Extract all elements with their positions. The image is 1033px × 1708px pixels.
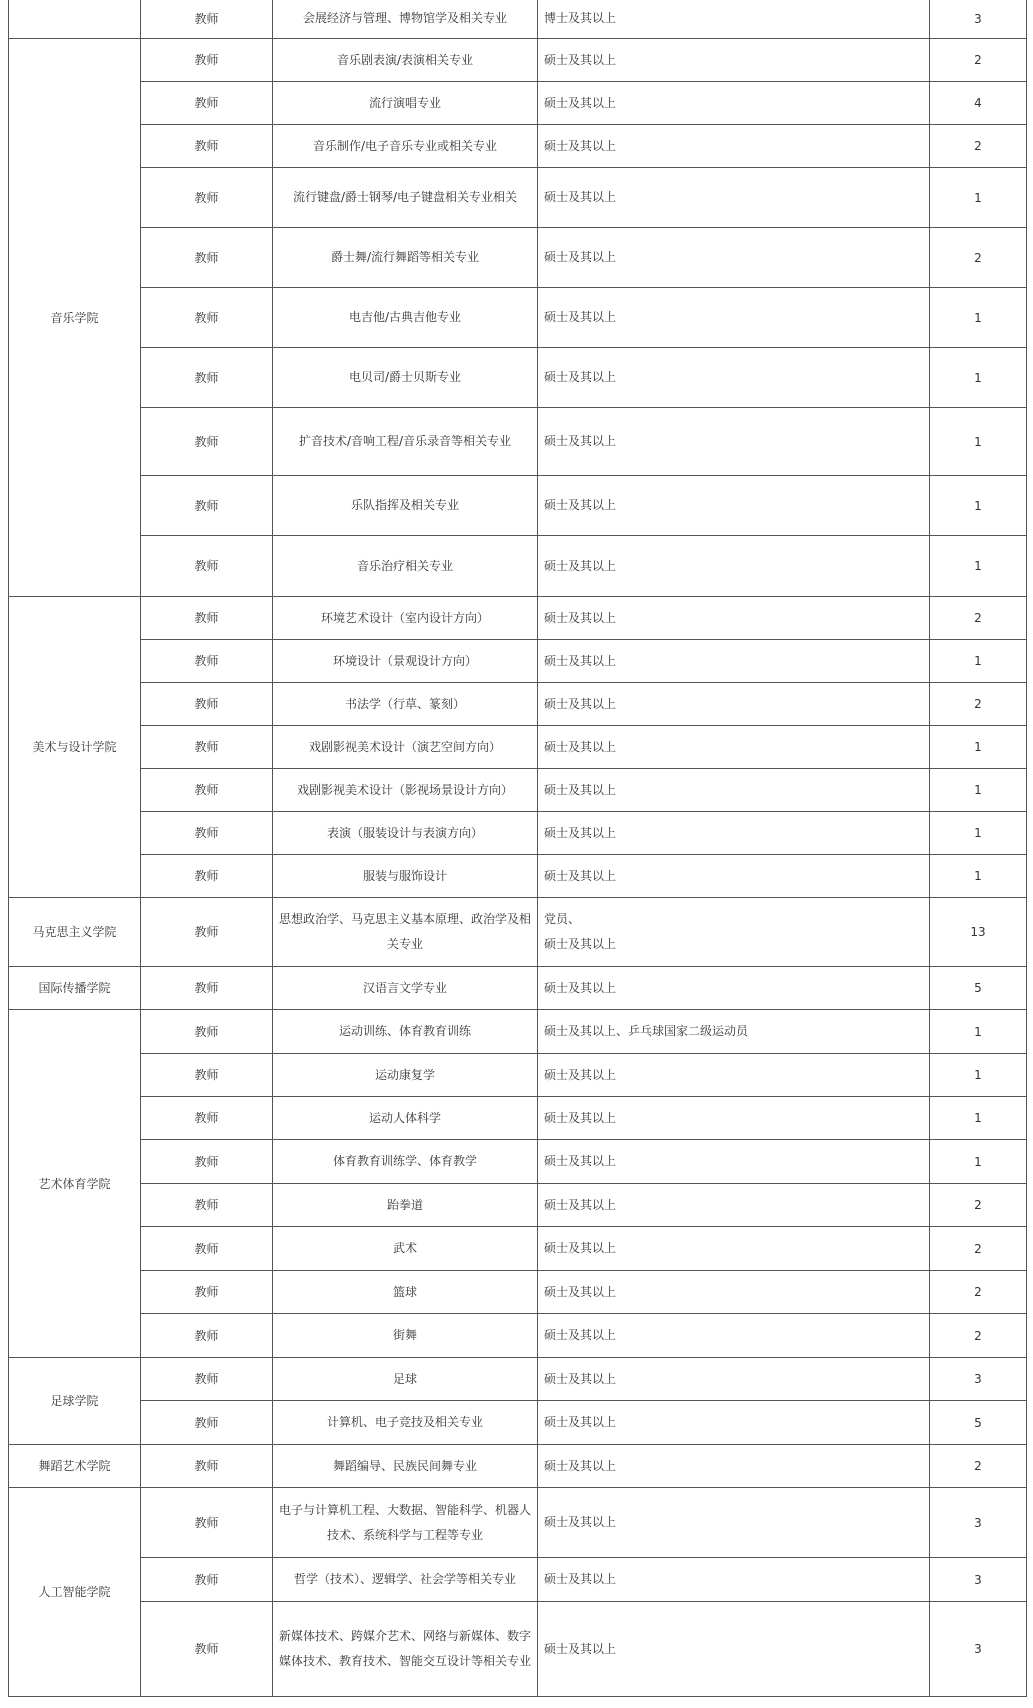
table-row <box>9 726 1027 769</box>
headcount-cell: 4 <box>930 82 1027 125</box>
post-cell: 教师 <box>141 1602 273 1697</box>
major-cell: 街舞 <box>273 1314 538 1358</box>
major-cell: 环境设计（景观设计方向） <box>273 640 538 683</box>
table-row <box>9 1054 1027 1097</box>
table-row <box>9 0 1027 39</box>
headcount-cell: 2 <box>930 1227 1027 1271</box>
headcount-cell: 1 <box>930 168 1027 228</box>
table-row <box>9 1358 1027 1401</box>
table-row <box>9 1314 1027 1358</box>
headcount-cell: 1 <box>930 1010 1027 1054</box>
college-name-cell: 艺术体育学院 <box>9 1010 141 1358</box>
major-cell: 表演（服装设计与表演方向） <box>273 812 538 855</box>
headcount-cell: 1 <box>930 855 1027 898</box>
requirement-cell: 硕士及其以上 <box>538 1488 930 1558</box>
major-cell: 哲学（技术）、逻辑学、社会学等相关专业 <box>273 1558 538 1602</box>
post-cell: 教师 <box>141 1445 273 1488</box>
requirement-cell: 硕士及其以上 <box>538 1271 930 1314</box>
major-cell: 思想政治学、马克思主义基本原理、政治学及相关专业 <box>273 898 538 967</box>
major-cell: 新媒体技术、跨媒介艺术、网络与新媒体、数字媒体技术、教育技术、智能交互设计等相关专业 <box>273 1602 538 1697</box>
headcount-cell: 1 <box>930 1097 1027 1140</box>
requirement-cell: 硕士及其以上 <box>538 1184 930 1227</box>
recruitment-table <box>8 0 1027 1697</box>
requirement-cell: 硕士及其以上 <box>538 812 930 855</box>
major-cell: 扩音技术/音响工程/音乐录音等相关专业 <box>273 408 538 476</box>
major-cell: 会展经济与管理、博物馆学及相关专业 <box>273 0 538 39</box>
college-name-cell: 音乐学院 <box>9 39 141 597</box>
college-name-cell: 国际传播学院 <box>9 967 141 1010</box>
major-cell: 篮球 <box>273 1271 538 1314</box>
table-row <box>9 1140 1027 1184</box>
major-cell: 体育教育训练学、体育教学 <box>273 1140 538 1184</box>
requirement-cell: 硕士及其以上 <box>538 1140 930 1184</box>
table-row <box>9 855 1027 898</box>
headcount-cell: 3 <box>930 1488 1027 1558</box>
requirement-cell: 硕士及其以上 <box>538 1358 930 1401</box>
post-cell: 教师 <box>141 597 273 640</box>
major-cell: 电吉他/古典吉他专业 <box>273 288 538 348</box>
requirement-cell: 硕士及其以上 <box>538 1602 930 1697</box>
major-cell: 音乐制作/电子音乐专业或相关专业 <box>273 125 538 168</box>
headcount-cell: 1 <box>930 536 1027 597</box>
major-cell: 流行演唱专业 <box>273 82 538 125</box>
major-cell: 乐队指挥及相关专业 <box>273 476 538 536</box>
headcount-cell: 3 <box>930 1558 1027 1602</box>
requirement-cell: 硕士及其以上 <box>538 1558 930 1602</box>
headcount-cell: 2 <box>930 1271 1027 1314</box>
post-cell: 教师 <box>141 408 273 476</box>
table-row <box>9 536 1027 597</box>
headcount-cell: 1 <box>930 348 1027 408</box>
headcount-cell: 2 <box>930 1445 1027 1488</box>
major-cell: 音乐治疗相关专业 <box>273 536 538 597</box>
table-row <box>9 125 1027 168</box>
requirement-cell: 博士及其以上 <box>538 0 930 39</box>
table-row <box>9 1602 1027 1697</box>
post-cell: 教师 <box>141 898 273 967</box>
major-cell: 爵士舞/流行舞蹈等相关专业 <box>273 228 538 288</box>
post-cell: 教师 <box>141 855 273 898</box>
table-row <box>9 1488 1027 1558</box>
requirement-cell: 硕士及其以上 <box>538 168 930 228</box>
requirement-cell: 硕士及其以上 <box>538 408 930 476</box>
post-cell: 教师 <box>141 1054 273 1097</box>
headcount-cell: 1 <box>930 726 1027 769</box>
table-row <box>9 898 1027 967</box>
post-cell: 教师 <box>141 476 273 536</box>
table-row <box>9 597 1027 640</box>
post-cell: 教师 <box>141 228 273 288</box>
headcount-cell: 2 <box>930 683 1027 726</box>
post-cell: 教师 <box>141 640 273 683</box>
college-name-cell: 马克思主义学院 <box>9 898 141 967</box>
headcount-cell: 2 <box>930 39 1027 82</box>
requirement-cell: 硕士及其以上 <box>538 476 930 536</box>
requirement-cell: 硕士及其以上 <box>538 855 930 898</box>
post-cell: 教师 <box>141 536 273 597</box>
requirement-cell: 硕士及其以上 <box>538 1445 930 1488</box>
table-row <box>9 228 1027 288</box>
table-row <box>9 39 1027 82</box>
table-row <box>9 1097 1027 1140</box>
table-row <box>9 967 1027 1010</box>
post-cell: 教师 <box>141 1097 273 1140</box>
post-cell: 教师 <box>141 1140 273 1184</box>
major-cell: 环境艺术设计（室内设计方向） <box>273 597 538 640</box>
requirement-cell: 硕士及其以上 <box>538 288 930 348</box>
requirement-cell: 硕士及其以上 <box>538 683 930 726</box>
college-name-cell: 舞蹈艺术学院 <box>9 1445 141 1488</box>
post-cell: 教师 <box>141 82 273 125</box>
major-cell: 足球 <box>273 1358 538 1401</box>
major-cell: 流行键盘/爵士钢琴/电子键盘相关专业相关 <box>273 168 538 228</box>
headcount-cell: 3 <box>930 0 1027 39</box>
post-cell: 教师 <box>141 1488 273 1558</box>
table-row <box>9 1401 1027 1445</box>
requirement-cell: 硕士及其以上 <box>538 39 930 82</box>
requirement-cell: 硕士及其以上 <box>538 348 930 408</box>
table-row <box>9 476 1027 536</box>
major-cell: 电子与计算机工程、大数据、智能科学、机器人技术、系统科学与工程等专业 <box>273 1488 538 1558</box>
requirement-cell: 硕士及其以上 <box>538 228 930 288</box>
headcount-cell: 2 <box>930 597 1027 640</box>
table-row <box>9 683 1027 726</box>
major-cell: 汉语言文学专业 <box>273 967 538 1010</box>
headcount-cell: 13 <box>930 898 1027 967</box>
requirement-cell: 硕士及其以上 <box>538 640 930 683</box>
major-cell: 音乐剧表演/表演相关专业 <box>273 39 538 82</box>
post-cell: 教师 <box>141 0 273 39</box>
major-cell: 运动康复学 <box>273 1054 538 1097</box>
post-cell: 教师 <box>141 39 273 82</box>
major-cell: 戏剧影视美术设计（影视场景设计方向） <box>273 769 538 812</box>
requirement-cell: 硕士及其以上 <box>538 1314 930 1358</box>
requirement-cell: 硕士及其以上 <box>538 82 930 125</box>
post-cell: 教师 <box>141 1401 273 1445</box>
post-cell: 教师 <box>141 348 273 408</box>
college-name-cell: 足球学院 <box>9 1358 141 1445</box>
table-row <box>9 640 1027 683</box>
table-row <box>9 1558 1027 1602</box>
table-row <box>9 812 1027 855</box>
headcount-cell: 2 <box>930 1184 1027 1227</box>
post-cell: 教师 <box>141 1558 273 1602</box>
table-row <box>9 1010 1027 1054</box>
major-cell: 戏剧影视美术设计（演艺空间方向） <box>273 726 538 769</box>
headcount-cell: 5 <box>930 967 1027 1010</box>
post-cell: 教师 <box>141 1314 273 1358</box>
post-cell: 教师 <box>141 967 273 1010</box>
post-cell: 教师 <box>141 726 273 769</box>
requirement-cell: 硕士及其以上 <box>538 1401 930 1445</box>
headcount-cell: 2 <box>930 125 1027 168</box>
requirement-cell: 党员、 硕士及其以上 <box>538 898 930 967</box>
post-cell: 教师 <box>141 168 273 228</box>
college-name-cell: 美术与设计学院 <box>9 597 141 898</box>
post-cell: 教师 <box>141 683 273 726</box>
headcount-cell: 5 <box>930 1401 1027 1445</box>
major-cell: 服装与服饰设计 <box>273 855 538 898</box>
headcount-cell: 1 <box>930 812 1027 855</box>
requirement-cell: 硕士及其以上 <box>538 1097 930 1140</box>
major-cell: 武术 <box>273 1227 538 1271</box>
headcount-cell: 1 <box>930 1140 1027 1184</box>
requirement-cell: 硕士及其以上、乒乓球国家二级运动员 <box>538 1010 930 1054</box>
table-row <box>9 769 1027 812</box>
table-row <box>9 1445 1027 1488</box>
table-body <box>9 0 1027 1697</box>
requirement-cell: 硕士及其以上 <box>538 1054 930 1097</box>
requirement-cell: 硕士及其以上 <box>538 597 930 640</box>
headcount-cell: 3 <box>930 1602 1027 1697</box>
headcount-cell: 3 <box>930 1358 1027 1401</box>
post-cell: 教师 <box>141 769 273 812</box>
requirement-cell: 硕士及其以上 <box>538 726 930 769</box>
table-row <box>9 1227 1027 1271</box>
table-row <box>9 1271 1027 1314</box>
post-cell: 教师 <box>141 812 273 855</box>
table-row <box>9 1184 1027 1227</box>
requirement-cell: 硕士及其以上 <box>538 536 930 597</box>
headcount-cell: 1 <box>930 640 1027 683</box>
post-cell: 教师 <box>141 1184 273 1227</box>
college-name-cell: 人工智能学院 <box>9 1488 141 1697</box>
post-cell: 教师 <box>141 1271 273 1314</box>
table-row <box>9 82 1027 125</box>
table-row <box>9 348 1027 408</box>
headcount-cell: 2 <box>930 228 1027 288</box>
headcount-cell: 1 <box>930 769 1027 812</box>
post-cell: 教师 <box>141 1358 273 1401</box>
headcount-cell: 1 <box>930 476 1027 536</box>
headcount-cell: 2 <box>930 1314 1027 1358</box>
headcount-cell: 1 <box>930 408 1027 476</box>
post-cell: 教师 <box>141 125 273 168</box>
headcount-cell: 1 <box>930 1054 1027 1097</box>
major-cell: 运动人体科学 <box>273 1097 538 1140</box>
major-cell: 跆拳道 <box>273 1184 538 1227</box>
requirement-cell: 硕士及其以上 <box>538 769 930 812</box>
major-cell: 计算机、电子竞技及相关专业 <box>273 1401 538 1445</box>
post-cell: 教师 <box>141 1227 273 1271</box>
post-cell: 教师 <box>141 1010 273 1054</box>
major-cell: 运动训练、体育教育训练 <box>273 1010 538 1054</box>
table-row <box>9 408 1027 476</box>
requirement-cell: 硕士及其以上 <box>538 967 930 1010</box>
post-cell: 教师 <box>141 288 273 348</box>
requirement-cell: 硕士及其以上 <box>538 1227 930 1271</box>
major-cell: 书法学（行草、篆刻） <box>273 683 538 726</box>
headcount-cell: 1 <box>930 288 1027 348</box>
college-name-cell <box>9 0 141 39</box>
major-cell: 电贝司/爵士贝斯专业 <box>273 348 538 408</box>
major-cell: 舞蹈编导、民族民间舞专业 <box>273 1445 538 1488</box>
table-row <box>9 288 1027 348</box>
requirement-cell: 硕士及其以上 <box>538 125 930 168</box>
table-row <box>9 168 1027 228</box>
